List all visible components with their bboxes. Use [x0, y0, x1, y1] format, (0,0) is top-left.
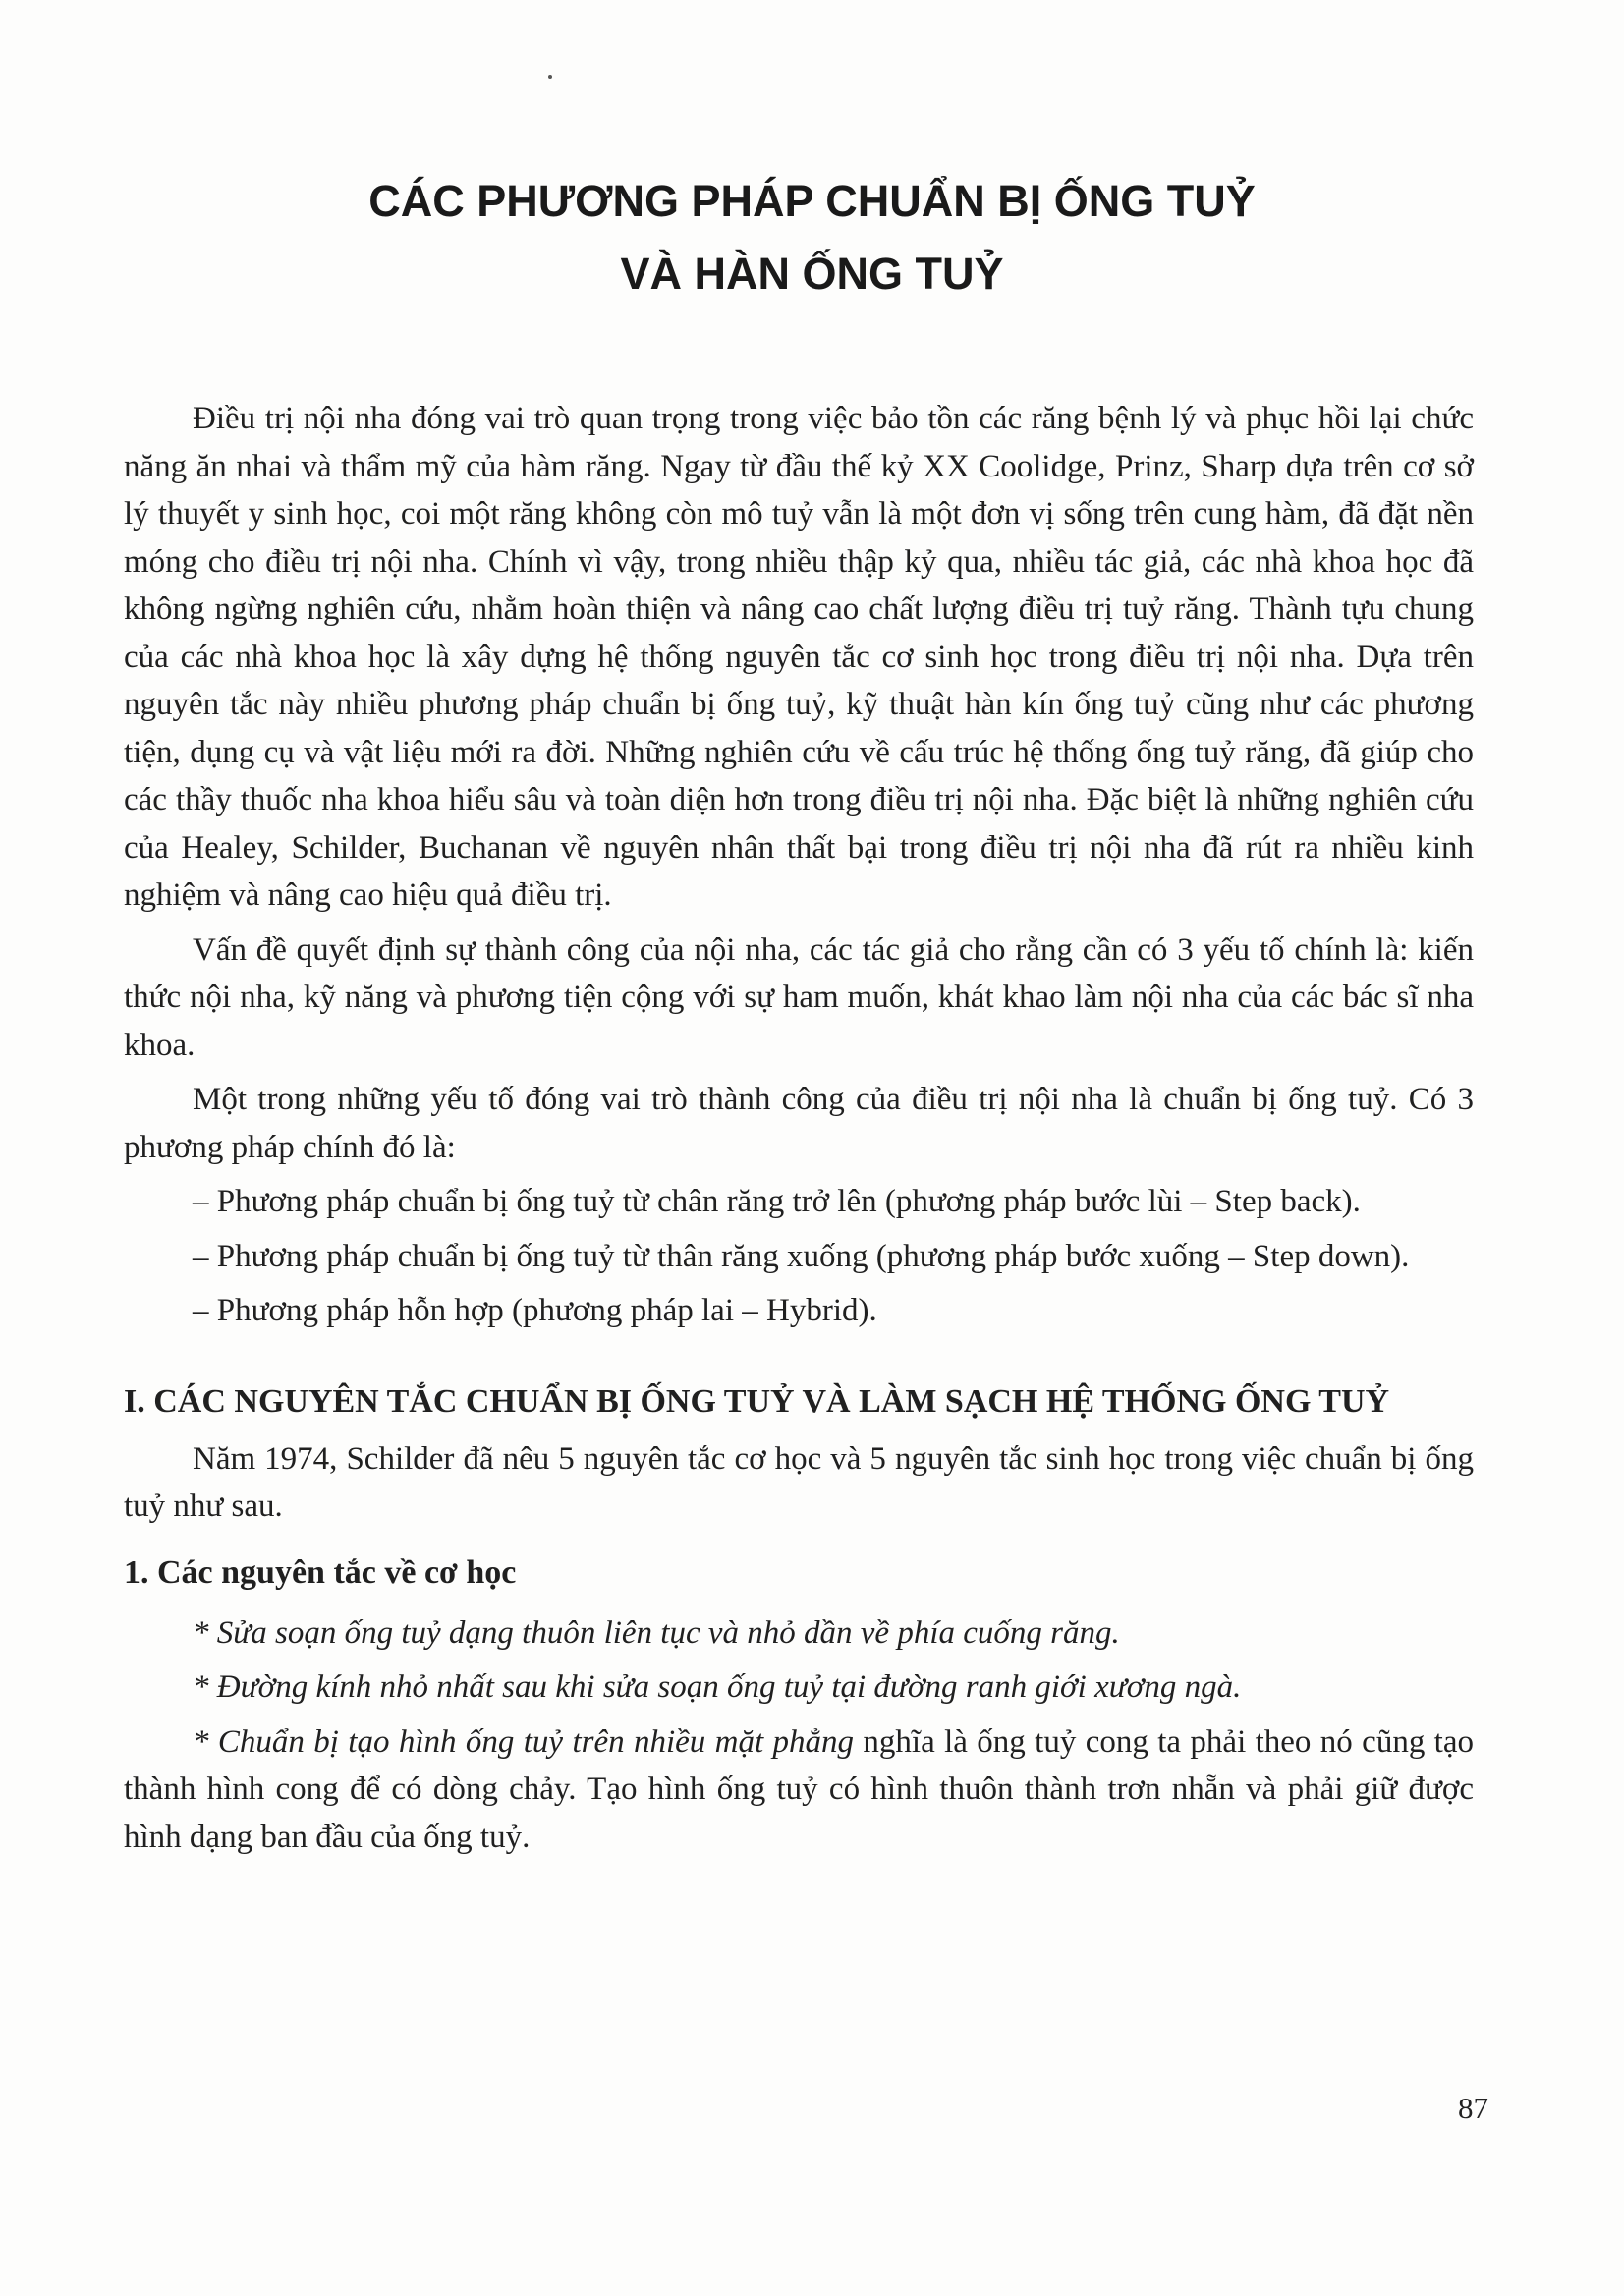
principle-item-3-rest: nghĩa là ống tuỷ cong ta phải theo nó cũng tạo thành hình cong để có dòng chảy. Tạo hình ống tuỷ có hình thuôn thành trơn nhẵn và phải giữ được hình dạng ban đầu của ống tuỷ.	[124, 1723, 1475, 1855]
method-hybrid: – Phương pháp hỗn hợp (phương pháp lai – Hybrid).	[193, 1293, 877, 1328]
method-step-back: – Phương pháp chuẩn bị ống tuỷ từ chân răng trở lên (phương pháp bước lùi – Step back).	[193, 1184, 1361, 1219]
title-line-2: VÀ HÀN ỐNG TUỶ	[620, 249, 1004, 299]
title-line-1: CÁC PHƯƠNG PHÁP CHUẨN BỊ ỐNG TUỶ	[368, 176, 1256, 226]
body-text	[124, 395, 1474, 1868]
principle-item-3-italic: * Chuẩn bị tạo hình ống tuỷ trên nhiều mặt phẳng	[193, 1723, 855, 1760]
paragraph-preparation-methods: Một trong những yếu tố đóng vai trò thành công của điều trị nội nha là chuẩn bị ống tuỷ. Có 3 phương pháp chính đó là:	[124, 1082, 1474, 1165]
method-step-down: – Phương pháp chuẩn bị ống tuỷ từ thân răng xuống (phương pháp bước xuống – Step down).	[193, 1238, 1410, 1274]
subsection-heading-mechanical: 1. Các nguyên tắc về cơ học	[124, 1553, 517, 1591]
paragraph-schilder: Năm 1974, Schilder đã nêu 5 nguyên tắc cơ học và 5 nguyên tắc sinh học trong việc chuẩn bị ống tuỷ như sau.	[124, 1440, 1474, 1524]
paragraph-intro: Điều trị nội nha đóng vai trò quan trọng trong việc bảo tồn các răng bệnh lý và phục hồi lại chức năng ăn nhai và thẩm mỹ của hàm răng. Ngay từ đầu thế kỷ XX Coolidge, Prinz, Sharp dựa trên cơ sở lý thuyết y sinh học, coi một răng không còn mô tuỷ vẫn là một đơn vị sống trên cung hàm, đã đặt nền móng cho điều trị nội nha. Chính vì vậy, trong nhiều thập kỷ qua, nhiều tác giả, các nhà khoa học đã không ngừng nghiên cứu, nhằm hoàn thiện và nâng cao chất lượng điều trị tuỷ răng. Thành tựu chung của các nhà khoa học là xây dựng hệ thống nguyên tắc cơ sinh học trong điều trị nội nha. Dựa trên nguyên tắc này nhiều phương pháp chuẩn bị ống tuỷ, kỹ thuật hàn kín ống tuỷ cũng như các phương tiện, dụng cụ và vật liệu mới ra đời. Những nghiên cứu về cấu trúc hệ thống ống tuỷ răng, đã giúp cho các thầy thuốc nha khoa hiểu sâu và toàn diện hơn trong điều trị nội nha. Đặc biệt là những nghiên cứu của Healey, Schilder, Buchanan về nguyên nhân thất bại trong điều trị nội nha đã rút ra nhiều kinh nghiệm và nâng cao hiệu quả điều trị.	[124, 401, 1474, 913]
page-title	[0, 165, 1624, 310]
principle-item-2: * Đường kính nhỏ nhất sau khi sửa soạn ống tuỷ tại đường ranh giới xương ngà.	[193, 1669, 1242, 1705]
scan-speck	[548, 75, 552, 79]
paragraph-success-factors: Vấn đề quyết định sự thành công của nội nha, các tác giả cho rằng cần có 3 yếu tố chính là: kiến thức nội nha, kỹ năng và phương tiện cộng với sự ham muốn, khát khao làm nội nha của các bác sĩ nha khoa.	[124, 931, 1474, 1063]
principle-item-1: * Sửa soạn ống tuỷ dạng thuôn liên tục và nhỏ dần về phía cuống răng.	[193, 1614, 1120, 1651]
section-heading-principles: I. CÁC NGUYÊN TẮC CHUẨN BỊ ỐNG TUỶ VÀ LÀM SẠCH HỆ THỐNG ỐNG TUỶ	[124, 1382, 1390, 1420]
page-number: 87	[1458, 2091, 1488, 2125]
principle-item-3	[124, 1718, 1474, 1862]
